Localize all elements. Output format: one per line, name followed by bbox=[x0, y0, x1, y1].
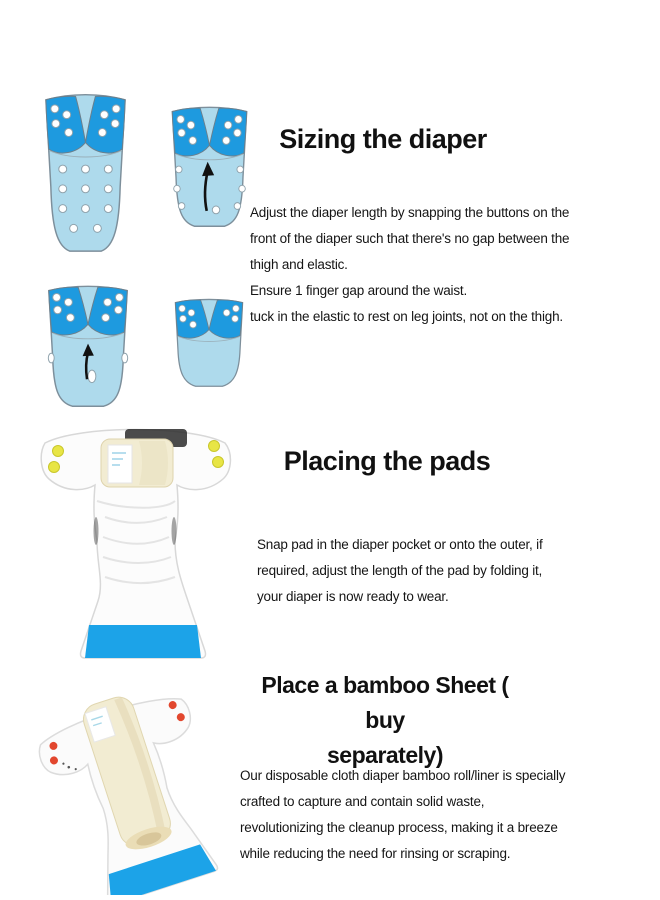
text-line: thigh and elastic. bbox=[250, 257, 348, 272]
brand-label bbox=[108, 445, 132, 483]
cartoon-diaper-smallest-illustration bbox=[167, 295, 251, 393]
cartoon-diaper-medium-illustration bbox=[39, 281, 137, 412]
pads-heading: Placing the pads bbox=[283, 446, 491, 476]
sizing-heading: Sizing the diaper bbox=[279, 124, 487, 154]
heading-line: separately) bbox=[327, 742, 443, 768]
text-line: while reducing the need for rinsing or scraping. bbox=[240, 846, 511, 861]
heading-line: Place a bamboo Sheet ( buy bbox=[261, 672, 509, 733]
blue-waistband bbox=[85, 625, 201, 658]
diaper-with-bamboo-roll-photo bbox=[28, 690, 243, 895]
pads-instructions bbox=[257, 532, 543, 610]
cartoon-diaper-shortened-illustration bbox=[163, 102, 256, 233]
text-line: revolutionizing the cleanup process, making it a breeze bbox=[240, 820, 558, 835]
text-line: Snap pad in the diaper pocket or onto the outer, if bbox=[257, 537, 543, 552]
text-line: your diaper is now ready to wear. bbox=[257, 589, 449, 604]
insert-pad bbox=[101, 439, 173, 487]
text-line: crafted to capture and contain solid waste, bbox=[240, 794, 485, 809]
cartoon-diaper-full-length-illustration bbox=[36, 90, 135, 260]
text-line: Ensure 1 finger gap around the waist. bbox=[250, 283, 467, 298]
bamboo-heading bbox=[240, 668, 530, 773]
text-line: Our disposable cloth diaper bamboo roll/liner is specially bbox=[240, 768, 566, 783]
text-line: front of the diaper such that there's no gap between the bbox=[250, 231, 570, 246]
pocket-diaper-with-pad-photo bbox=[25, 413, 245, 665]
text-line: required, adjust the length of the pad by folding it, bbox=[257, 563, 543, 578]
sizing-instructions bbox=[250, 200, 569, 330]
text-line: Adjust the diaper length by snapping the buttons on the bbox=[250, 205, 570, 220]
bamboo-instructions bbox=[240, 763, 565, 867]
text-line: tuck in the elastic to rest on leg joints, not on the thigh. bbox=[250, 309, 563, 324]
